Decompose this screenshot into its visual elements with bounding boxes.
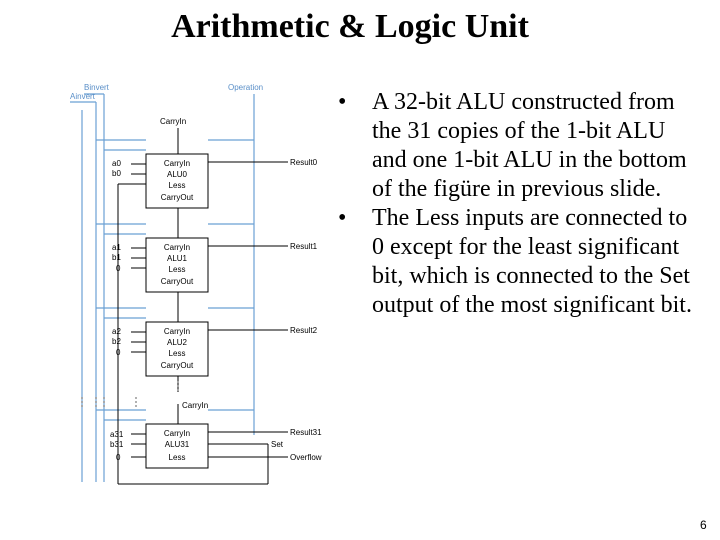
alu1-carryin-label: CarryIn bbox=[163, 243, 191, 252]
alu1-result-label: Result1 bbox=[290, 242, 318, 251]
alu-32bit-diagram bbox=[68, 80, 330, 490]
alu1-a-label: a1 bbox=[112, 243, 121, 252]
alu1-b-label: b1 bbox=[112, 253, 121, 262]
alu31-carryin-label: CarryIn bbox=[163, 429, 191, 438]
alu31-result-label: Result31 bbox=[290, 428, 322, 437]
operation-label: Operation bbox=[228, 83, 264, 92]
alu1-less-in-label: 0 bbox=[116, 264, 121, 273]
alu2-less-in-label: 0 bbox=[116, 348, 121, 357]
bullet-item bbox=[338, 204, 698, 320]
alu31-name-label: ALU31 bbox=[164, 440, 190, 449]
carryin-top-label: CarryIn bbox=[160, 117, 187, 126]
alu31-less-label: Less bbox=[168, 453, 186, 462]
alu0-result-label: Result0 bbox=[290, 158, 318, 167]
bullet-list bbox=[338, 88, 698, 320]
alu31-less-in-label: 0 bbox=[116, 453, 121, 462]
alu1-name-label: ALU1 bbox=[166, 254, 188, 263]
alu0-carryout-label: CarryOut bbox=[160, 193, 194, 202]
bullet-marker: • bbox=[338, 205, 347, 231]
alu0-a-label: a0 bbox=[112, 159, 121, 168]
alu2-b-label: b2 bbox=[112, 337, 121, 346]
bullet-text: A 32-bit ALU constructed from the 31 copies of the 1-bit ALU and one 1-bit ALU in the bottom of the figüre in previous slide. bbox=[372, 89, 687, 202]
alu2-result-label: Result2 bbox=[290, 326, 318, 335]
alu31-b-label: b31 bbox=[110, 440, 124, 449]
bullet-text: The Less inputs are connected to 0 except for the least significant bit, which is connected to the Set output of the most significant bit. bbox=[372, 205, 692, 318]
alu0-name-label: ALU0 bbox=[166, 170, 188, 179]
alu0-b-label: b0 bbox=[112, 169, 121, 178]
bullet-item bbox=[338, 88, 698, 204]
alu2-carryin-label: CarryIn bbox=[163, 327, 191, 336]
slide-title: Arithmetic & Logic Unit bbox=[171, 8, 529, 45]
carryin-31-label: CarryIn bbox=[182, 401, 209, 410]
binvert-label: Binvert bbox=[84, 83, 109, 92]
alu2-less-label: Less bbox=[168, 349, 186, 358]
page-number: 6 bbox=[700, 518, 707, 532]
alu2-name-label: ALU2 bbox=[166, 338, 188, 347]
alu31-a-label: a31 bbox=[110, 430, 124, 439]
alu1-less-label: Less bbox=[168, 265, 186, 274]
alu31-set-label: Set bbox=[271, 440, 284, 449]
bullet-marker: • bbox=[338, 89, 347, 115]
alu31-overflow-label: Overflow bbox=[290, 453, 322, 462]
alu0-less-label: Less bbox=[168, 181, 186, 190]
alu2-a-label: a2 bbox=[112, 327, 121, 336]
ainvert-label: Ainvert bbox=[70, 92, 95, 101]
alu2-carryout-label: CarryOut bbox=[160, 361, 194, 370]
alu1-carryout-label: CarryOut bbox=[160, 277, 194, 286]
alu0-carryin-label: CarryIn bbox=[163, 159, 191, 168]
